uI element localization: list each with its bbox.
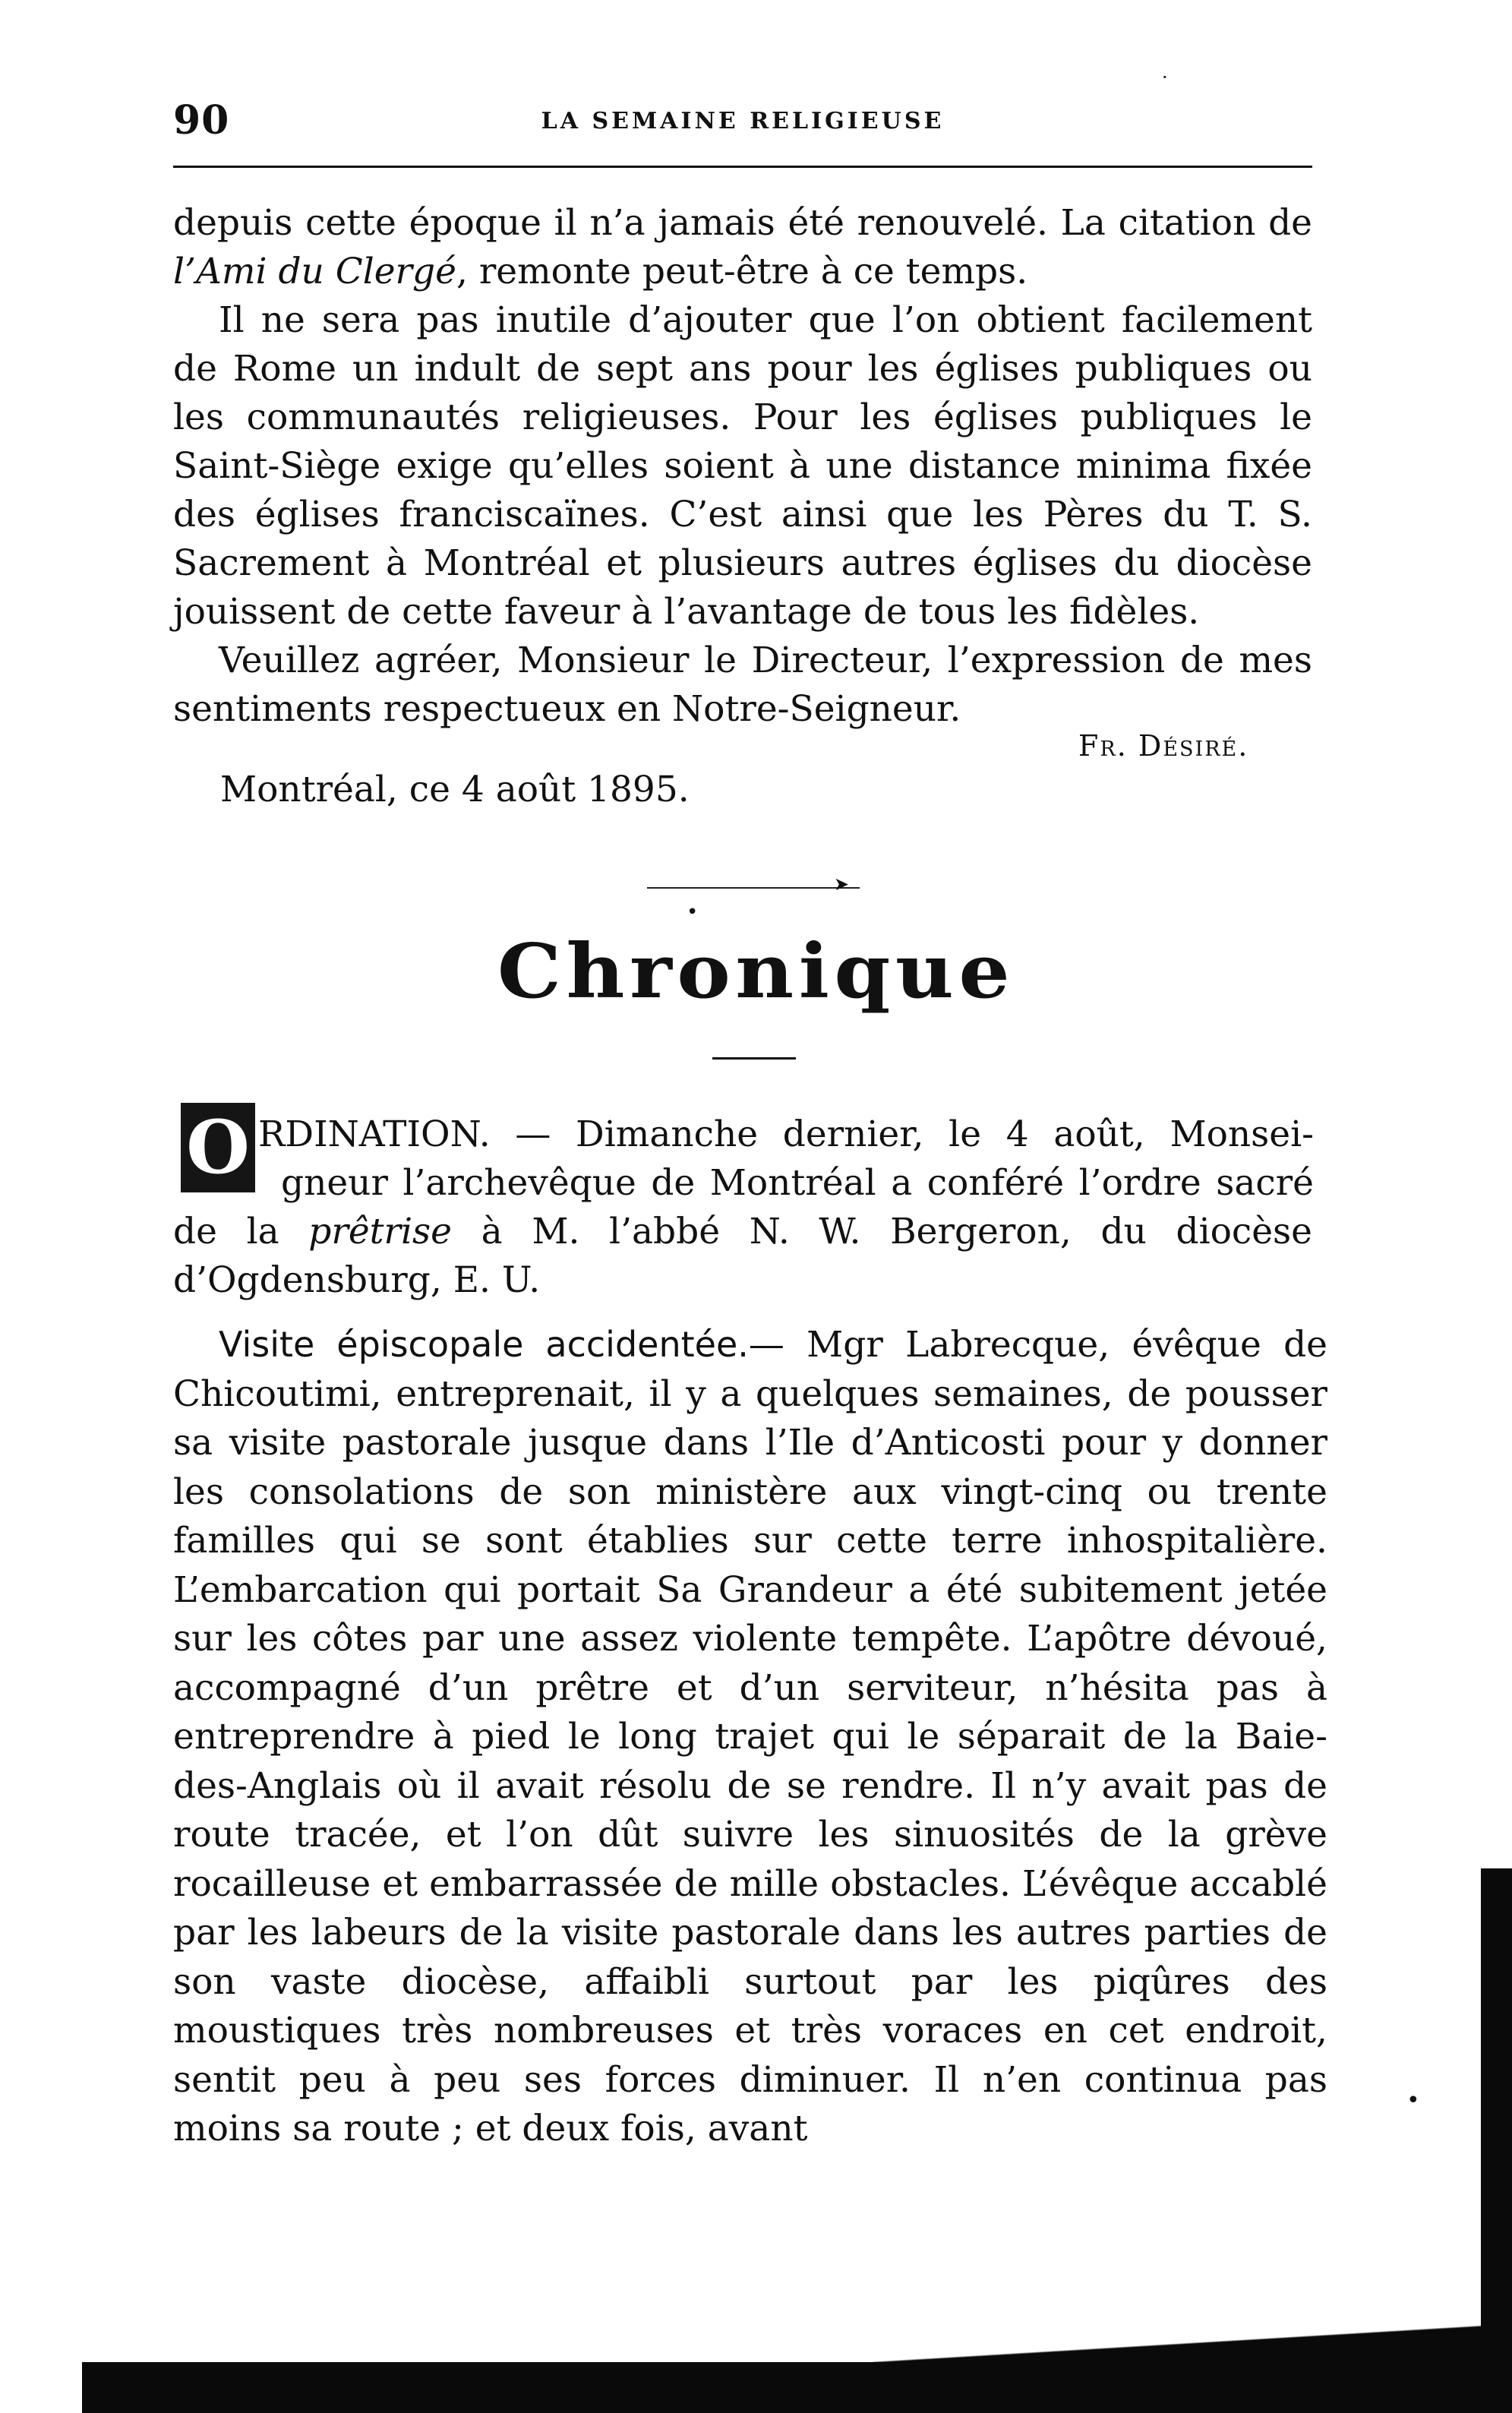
margin-speck-icon: · bbox=[1162, 67, 1168, 88]
ornamental-rule bbox=[647, 887, 860, 889]
margin-dot-icon: • bbox=[1406, 2087, 1420, 2114]
visite-text: — Mgr Labrecque, évêque de Chicoutimi, entreprenait, il y a quelques semaines, de pousser sa visite pastorale jusque dans l’Ile d’Anticosti pour y donner les consolations de son ministère aux vingt-cinq ou trente familles qui se sont établies sur cette terre inhospitalière. L’embarcation qui portait Sa Grandeur a été subitement jetée sur les côtes par une assez violente tempête. L’apôtre dévoué, accompagné d’un prêtre et d’un serviteur, n’hésita pas à entreprendre à pied le long trajet qui le séparait de la Baie-des-Anglais où il avait résolu de se rendre. Il n’y avait pas de route tracée, et l’on dût suivre les sinuosités de la grève rocailleuse et embarrassée de mille obstacles. L’évêque accablé par les labeurs de la visite pastorale dans les autres parties de son vaste diocèse, affaibli surtout par les piqûres des moustiques très nombreuses et très voraces en cet endroit, sentit peu à peu ses forces diminuer. Il n’en continua pas moins sa route ; et deux fois, avant bbox=[173, 1324, 1327, 2149]
ornament-dot-icon: • bbox=[687, 901, 699, 924]
visite-heading: Visite épiscopale accidentée. bbox=[219, 1324, 749, 1365]
page-header bbox=[173, 97, 1312, 150]
letter-paragraph-3: Veuillez agréer, Monsieur le Directeur, l’expression de mes sentiments respectueux en Notre-Seigneur. bbox=[173, 640, 1312, 730]
visite-paragraph bbox=[173, 1320, 1327, 2154]
running-title: LA SEMAINE RELIGIEUSE bbox=[541, 108, 945, 134]
header-rule bbox=[173, 166, 1312, 168]
dropcap-ornament: O bbox=[181, 1103, 255, 1192]
letter-paragraph-1: depuis cette époque il n’a jamais été renouvelé. La citation de l’Ami du Clergé, remonte peut-être à ce temps. bbox=[173, 202, 1312, 292]
ordination-line-2: gneur l’archevêque de Montréal a conféré l’ordre sacré bbox=[281, 1162, 1314, 1204]
ordination-line-1: RDINATION. — Dimanche dernier, le 4 août, Monsei- bbox=[258, 1113, 1314, 1155]
page-number: 90 bbox=[173, 97, 230, 144]
signature: Fr. Désiré. bbox=[1078, 729, 1249, 763]
letter-body bbox=[173, 199, 1312, 734]
section-title: Chronique bbox=[497, 928, 1015, 1015]
letter-paragraph-2: Il ne sera pas inutile d’ajouter que l’on obtient facilement de Rome un indult de sept ans pour les églises publiques ou les communautés religieuses. Pour les églises publiques le Saint-Siège exige qu’elles soient à une distance minima fixée des églises franciscaïnes. C’est ainsi que les Pères du T. S. Sacrement à Montréal et plusieurs autres églises du diocèse jouissent de cette faveur à l’avantage de tous les fidèles. bbox=[173, 299, 1312, 633]
italic-citation: l’Ami du Clergé bbox=[173, 251, 456, 292]
dateline: Montréal, ce 4 août 1895. bbox=[220, 769, 690, 810]
italic-pretrise: prêtrise bbox=[308, 1211, 452, 1252]
ornament-mark-icon: ➤ bbox=[834, 873, 850, 895]
scan-edge-wedge bbox=[873, 2324, 1512, 2362]
ordination-rest: de la prêtrise à M. l’abbé N. W. Bergeron, du diocèse d’Ogdensburg, E. U. bbox=[173, 1211, 1312, 1301]
scan-edge-bottom bbox=[82, 2362, 1512, 2413]
title-rule bbox=[712, 1057, 796, 1060]
